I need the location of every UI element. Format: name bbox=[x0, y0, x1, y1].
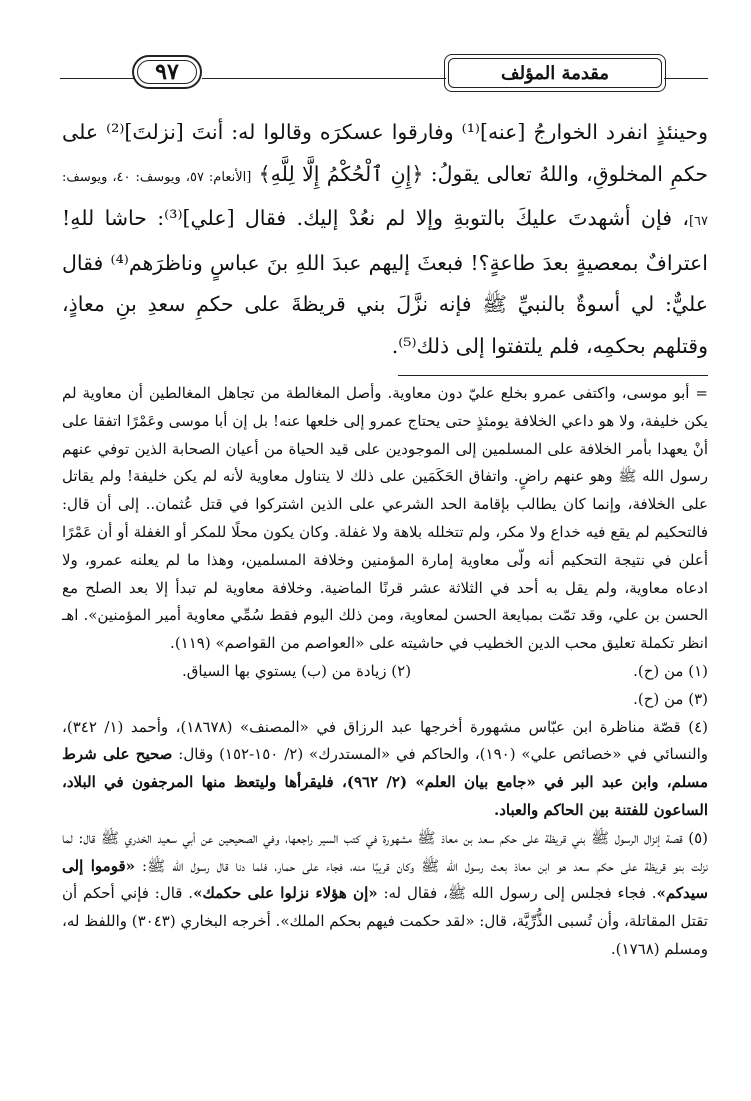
footnote-separator bbox=[398, 375, 708, 376]
quran-reference: [الأنعام: ٥٧، ويوسف: ٤٠، ويوسف: ٦٧] bbox=[62, 169, 708, 229]
page-number: ٩٧ bbox=[155, 59, 179, 85]
footnote-4 bbox=[62, 714, 708, 825]
footnote-4-bold: صحيح على شرط مسلم، وابن عبد البر في «جامع بيان العلم» (٢/ ٩٦٢)، فليقرأها وليتعظ منها المرجفون في البلاد، الساعون للفتنة بين الحاكم والعباد. bbox=[62, 745, 708, 819]
footnote-row bbox=[62, 658, 708, 686]
page-header bbox=[60, 48, 708, 98]
main-paragraph-start: وحينئذٍ انفرد الخوارجُ [عنه]⁽¹⁾ وفارقوا عسكرَه وقالوا له: أنتَ [نزلتَ]⁽²⁾ على حكمِ المخلوقِ، واللهُ تعالى يقولُ: ﴿إِنِ ٱلْحُكْمُ إِلَّا لِلَّهِ﴾ bbox=[62, 120, 708, 186]
footnote-4-text: (٤) قصّة مناظرة ابن عبّاس مشهورة أخرجها عبد الرزاق في «المصنف» (١٨٦٧٨)، وأحمد (١/ ٣٤٢)، والنسائي في «خصائص علي» (١٩٠)، والحاكم في «المستدرك» (٢/ ١٥٠-١٥٢) وقال: bbox=[62, 717, 709, 764]
footnote-2: (٢) زيادة من (ب) يستوي بها السياق. bbox=[182, 661, 412, 680]
footnote-5 bbox=[62, 825, 708, 964]
footnote-3: (٣) من (ح). bbox=[633, 689, 708, 708]
footnote-5-quote: «إن هؤلاء نزلوا على حكمك» bbox=[193, 884, 378, 903]
footnote-continuation: = أبو موسى، واكتفى عمرو بخلع عليّ دون معاوية. وأصل المغالطة من تجاهل المغالطين أن معاوية لم يكن خليفة، ولا هو داعي الخلافة يومئذٍ حتى يحتاج عمرو إلى خلعها عنه! بل إن أبا موسى وعَمْرًا اتفقا على أنْ يعهدا بأمر الخلافة على المسلمين إلى الموجودين على قيد الحياة من أعيان الصحابة الذين توفي عنهم رسول الله ﷺ وهو عنهم راضٍ. واتفاق الحَكَمَين على ذلك لا يتناول معاوية لأنه لم يكن خليفة! ولم يقاتل على الخلافة، وإنما كان يطالب بإقامة الحد الشرعي على الذين اشتركوا في قتل عُثمان.. إلى أن قال: فالتحكيم لم يقع فيه خداع ولا مكر، ولم تتخلله بلاهة ولا غفلة. وكان يكون محلًا للمكر أو الغفلة أو أن عَمْرًا أعلن في نتيجة التحكيم أنه ولّى معاوية إمارة المؤمنين وخلافة المسلمين، وهذا ما لم يعلنه عمرو، ولا ادعاه معاوية، ولم يقل به أحد في الثلاثة عشر قرنًا الماضية. وخلافة معاوية لم تبدأ إلا بعد الصلح مع الحسن بن علي، وقد تمّت بمبايعة الحسن لمعاوية، ومن ذلك اليوم فقط سُمِّي معاوية أمير المؤمنين». اهـ انظر تكملة تعليق محب الدين الخطيب في حاشيته على «العواصم من القواصم» (١١٩). bbox=[62, 384, 708, 653]
footnote-5-text: . فجاء فجلس إلى رسول الله ﷺ، فقال له: bbox=[377, 884, 657, 903]
footnotes bbox=[62, 380, 708, 964]
footnote-5-text: (٥) قصة إنزال الرسول ﷺ بني قريظة على حكم سعد بن معاذ ﷺ مشهورة في كتب السير راجعها، وفي الصحيحين عن أبي سعيد الخدري ﷺ قال: لما نزلت بنو قريظة على حكم سعد هو ابن معاذ بعث رسول الله ﷺ وكان قريبًا منه، فجاء على حمار، فلما دنا قال رسول الله ﷺ: bbox=[62, 828, 708, 875]
main-paragraph bbox=[62, 112, 708, 367]
main-paragraph-continuation: ، فإن أشهدتَ عليكَ بالتوبةِ وإلا لم نعُدْ إليك. فقال [علي]⁽³⁾: حاشا للهِ! اعترافٌ بمعصيةٍ بعدَ طاعةٍ؟! فبعثَ إليهم عبدَ اللهِ بنَ عباسٍ وناظرَهم⁽⁴⁾ فقال عليٌّ: لي أسوةٌ بالنبيِّ ﷺ فإنه نزَّلَ بني قريظةَ على حكمِ سعدِ بنِ معاذٍ، وقتلهم بحكمِه، فلم يلتفتوا إلى ذلك⁽⁵⁾. bbox=[62, 206, 708, 358]
footnote-5-text: . قال: فإني أحكم أن تقتل المقاتلة، وأن تُسبى الذُّرِّيَّة، قال: «لقد حكمت فيهم بحكم الملك». أخرجه البخاري (٣٠٤٣) واللفظ له، ومسلم (١٧٦٨). bbox=[62, 884, 708, 958]
footnote-1: (١) من (ح). bbox=[633, 661, 708, 680]
page-number-frame bbox=[132, 55, 202, 89]
header-rule bbox=[202, 78, 446, 79]
header-rule bbox=[60, 78, 134, 79]
main-text bbox=[62, 112, 708, 367]
chapter-title: مقدمة المؤلف bbox=[500, 62, 610, 84]
footnote-5-quote: «قوموا إلى سيدكم» bbox=[62, 856, 708, 903]
chapter-title-frame bbox=[444, 54, 666, 92]
header-rule bbox=[664, 78, 708, 79]
